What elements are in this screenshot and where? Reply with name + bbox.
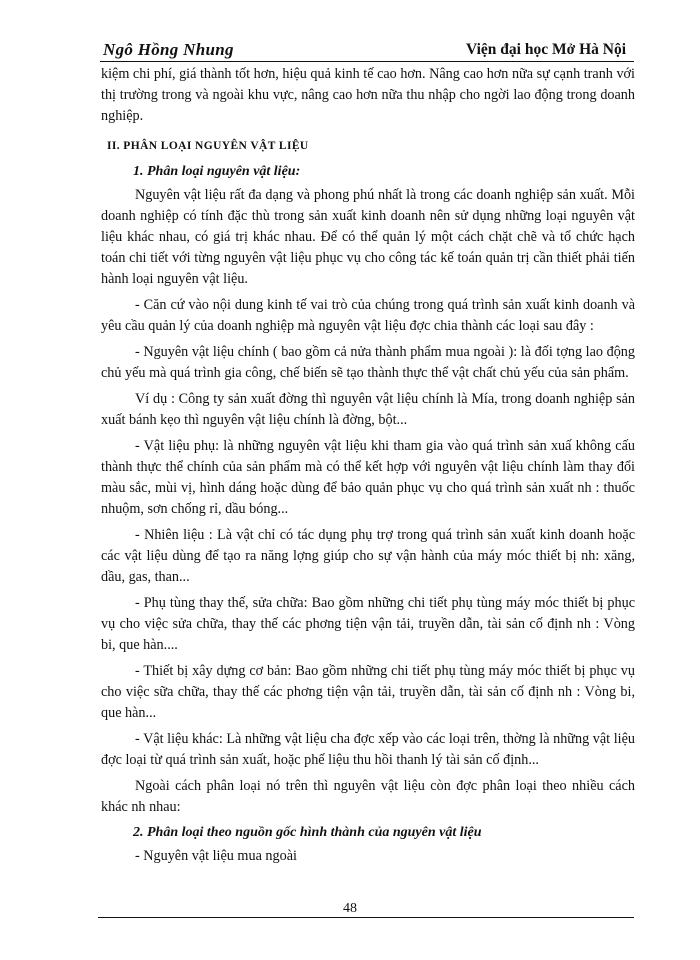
paragraph-main-materials: - Nguyên vật liệu chính ( bao gồm cả nửa thành phẩm mua ngoài ): là đối tợng lao động chủ yếu mà quá trình gia công, chế biến sẽ tạo thành thực thể vật chất chủ yếu của sản phẩm. bbox=[101, 344, 635, 381]
paragraph-fuel: - Nhiên liệu : Là vật chỉ có tác dụng phụ trợ trong quá trình sản xuất kinh doanh hoặc các vật liệu dùng để tạo ra năng lợng giúp cho sự vận hành của máy móc thiết bị nh: xăng, dầu, gas, than... bbox=[101, 527, 635, 585]
paragraph-construction-equipment: - Thiết bị xây dựng cơ bản: Bao gồm những chi tiết phụ tùng máy móc thiết bị phục vụ cho việc sữa chữa, thay thế các phơng tiện vận tải, truyền dẫn, tài sản cố định nh : Vòng bi, que hàn... bbox=[101, 663, 635, 721]
page-header bbox=[103, 40, 634, 62]
paragraph-auxiliary-materials: - Vật liệu phụ: là những nguyên vật liệu khi tham gia vào quá trình sản xuấ không cấu thành thực thể chính của sản phẩm mà có thể kết hợp với nguyên vật liệu chính làm thay đổi màu sắc, mùi vị, hình dáng hoặc dùng để bảo quản phục vụ cho quá trình sản xuất nh : thuốc nhuộm, sơn chống rỉ, dầu bóng... bbox=[101, 438, 635, 517]
page-number: 48 bbox=[343, 901, 357, 916]
paragraph-intro-continuation: kiệm chi phí, giá thành tốt hơn, hiệu quả kinh tế cao hơn. Nâng cao hơn nữa sự cạnh tranh với thị trường trong và ngoài khu vực, nâng cao hơn nữa thu nhập cho ngời lao động trong doanh nghiệp. bbox=[101, 66, 635, 124]
subsection-title-1: 1. Phân loại nguyên vật liệu: bbox=[133, 164, 301, 179]
header-divider bbox=[100, 61, 634, 62]
paragraph-purchased-materials: - Nguyên vật liệu mua ngoài bbox=[135, 848, 297, 864]
paragraph-basis: - Căn cứ vào nội dung kinh tế vai trò của chúng trong quá trình sản xuất kinh doanh và yêu cầu quản lý của doanh nghiệp mà nguyên vật liệu đợc chia thành các loại sau đây : bbox=[101, 297, 635, 334]
paragraph-spare-parts: - Phụ tùng thay thế, sửa chữa: Bao gồm những chi tiết phụ tùng máy móc thiết bị phục vụ cho việc sửa chữa, thay thế các phơng tiện vận tải, truyền dẫn, tài sản cố định nh : Vòng bi, que hàn.... bbox=[101, 595, 635, 653]
footer-divider bbox=[98, 917, 634, 918]
paragraph-overview: Nguyên vật liệu rất đa dạng và phong phú nhất là trong các doanh nghiệp sản xuất. Mỗi doanh nghiệp có tính đặc thù trong sản xuất kinh doanh nên sử dụng những loại nguyên vật liệu khác nhau, có giá trị khác nhau. Để có thể quản lý một cách chặt chẽ và tổ chức hạch toán chi tiết với từng nguyên vật liệu phục vụ cho công tác kế toán quản trị cần thiết phải tiến hành loại nguyên vật liệu. bbox=[101, 187, 635, 287]
paragraph-example: Ví dụ : Công ty sản xuất đờng thì nguyên vật liệu chính là Mía, trong doanh nghiệp sản xuất bánh kẹo thì nguyên vật liệu chính là đờng, bột... bbox=[101, 391, 635, 428]
paragraph-other-materials: - Vật liệu khác: Là những vật liệu cha đợc xếp vào các loại trên, thờng là những vật liệu đợc loại từ quá trình sản xuất, hoặc phế liệu thu hồi thanh lý tài sản cố định... bbox=[101, 731, 635, 768]
subsection-title-2: 2. Phân loại theo nguồn gốc hình thành của nguyên vật liệu bbox=[133, 825, 482, 840]
page-body bbox=[101, 64, 635, 867]
section-title: II. PHÂN LOẠI NGUYÊN VẬT LIỆU bbox=[107, 140, 309, 152]
paragraph-other-classifications: Ngoài cách phân loại nó trên thì nguyên vật liệu còn đợc phân loại theo nhiều cách khác nh nhau: bbox=[101, 778, 635, 815]
header-institution: Viện đại học Mở Hà Nội bbox=[466, 41, 626, 58]
header-author: Ngô Hồng Nhung bbox=[103, 40, 234, 59]
